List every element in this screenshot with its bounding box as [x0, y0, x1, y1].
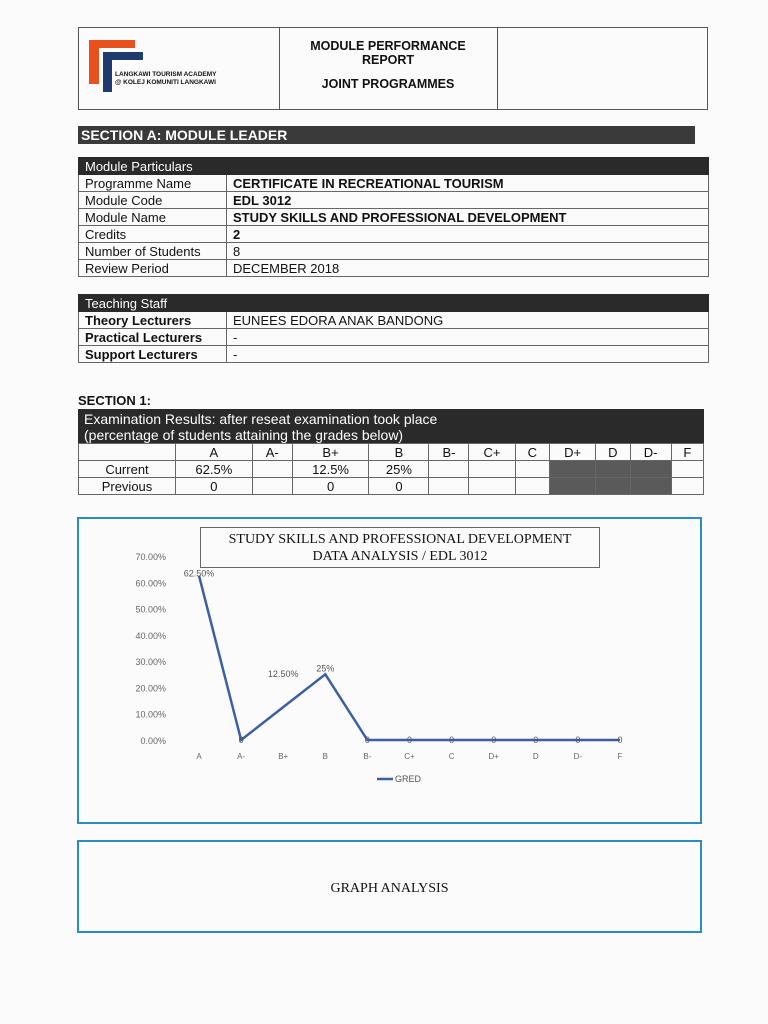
- section-a-title: SECTION A: MODULE LEADER: [78, 126, 695, 144]
- chart-title-line2: DATA ANALYSIS / EDL 3012: [312, 549, 488, 564]
- previous-cell: 0: [176, 478, 253, 495]
- x-tick-label: B: [322, 752, 328, 761]
- report-title-line1: MODULE PERFORMANCE: [310, 39, 466, 53]
- module-value: STUDY SKILLS AND PROFESSIONAL DEVELOPMENT: [227, 209, 709, 226]
- exam-heading-line1: Examination Results: after reseat examination took place: [84, 411, 438, 427]
- staff-label: Theory Lecturers: [79, 312, 227, 329]
- data-label: 0: [238, 735, 244, 745]
- grade-header-cell: F: [671, 444, 703, 461]
- previous-cell: 0: [369, 478, 429, 495]
- x-tick-label: D+: [488, 752, 499, 761]
- y-tick-label: 40.00%: [135, 630, 166, 641]
- data-label: 0: [449, 735, 455, 745]
- graph-analysis-title: GRAPH ANALYSIS: [330, 881, 449, 896]
- staff-label: Support Lecturers: [79, 346, 227, 363]
- logo-line2: @ KOLEJ KOMUNITI LANGKAWI: [115, 79, 216, 86]
- x-tick-label: A-: [237, 752, 246, 761]
- data-label: 12.50%: [267, 669, 299, 680]
- x-tick-label: B-: [363, 752, 372, 761]
- module-label: Credits: [79, 226, 227, 243]
- series-line-gred: [199, 576, 620, 740]
- staff-value: -: [227, 329, 709, 346]
- x-tick-label: D: [532, 752, 539, 761]
- grade-header-cell: A: [176, 444, 253, 461]
- report-subtitle: JOINT PROGRAMMES: [321, 77, 455, 91]
- data-label: 25%: [316, 663, 335, 674]
- staff-heading: Teaching Staff: [79, 295, 709, 312]
- data-label: 0: [533, 735, 539, 745]
- data-label: 0: [575, 735, 581, 745]
- staff-value: EUNEES EDORA ANAK BANDONG: [227, 312, 709, 329]
- module-heading: Module Particulars: [79, 158, 709, 175]
- module-label: Number of Students: [79, 243, 227, 260]
- y-tick-label: 70.00%: [135, 552, 166, 562]
- module-value: 8: [227, 243, 709, 260]
- y-tick-label: 30.00%: [135, 657, 166, 668]
- section-1-title: SECTION 1:: [78, 393, 151, 408]
- x-tick-label: C: [448, 752, 455, 761]
- grade-header-cell: D-: [630, 444, 671, 461]
- module-value: 2: [227, 226, 709, 243]
- x-tick-label: D-: [573, 752, 583, 761]
- x-tick-label: C+: [404, 752, 415, 761]
- grade-header-cell: A-: [252, 444, 292, 461]
- data-label: 0: [364, 735, 370, 745]
- grade-header-cell: C+: [469, 444, 515, 461]
- grade-header-cell: C: [515, 444, 549, 461]
- grade-header-cell: B+: [292, 444, 369, 461]
- y-tick-label: 0.00%: [140, 736, 166, 746]
- current-cell: 25%: [369, 461, 429, 478]
- grade-header-cell: D: [596, 444, 630, 461]
- grade-header-cell: D+: [550, 444, 596, 461]
- x-tick-label: A: [196, 752, 202, 761]
- grade-header-cell: B-: [429, 444, 469, 461]
- data-label: 0: [491, 735, 497, 745]
- chart-title-line1: STUDY SKILLS AND PROFESSIONAL DEVELOPMENT: [228, 532, 572, 547]
- module-value: EDL 3012: [227, 192, 709, 209]
- y-tick-label: 20.00%: [135, 683, 166, 694]
- data-label: 62.50%: [183, 568, 215, 579]
- report-title-line2: REPORT: [361, 53, 415, 67]
- data-label: 0: [617, 735, 623, 745]
- module-value: DECEMBER 2018: [227, 260, 709, 277]
- y-tick-label: 60.00%: [135, 578, 166, 589]
- y-tick-label: 10.00%: [135, 709, 166, 720]
- previous-label: Previous: [79, 478, 176, 495]
- module-label: Review Period: [79, 260, 227, 277]
- module-label: Module Code: [79, 192, 227, 209]
- logo-line1: LANGKAWI TOURISM ACADEMY: [115, 71, 217, 78]
- exam-heading-line2: (percentage of students attaining the grades below): [84, 427, 404, 443]
- module-label: Module Name: [79, 209, 227, 226]
- module-value: CERTIFICATE IN RECREATIONAL TOURISM: [227, 175, 709, 192]
- staff-label: Practical Lecturers: [79, 329, 227, 346]
- current-label: Current: [79, 461, 176, 478]
- legend-label: GRED: [395, 774, 422, 784]
- graph-analysis-box: [77, 840, 702, 933]
- previous-cell: 0: [292, 478, 369, 495]
- data-label: 0: [406, 735, 413, 745]
- module-label: Programme Name: [79, 175, 227, 192]
- y-tick-label: 50.00%: [135, 604, 166, 615]
- current-cell: 12.5%: [292, 461, 369, 478]
- x-tick-label: B+: [278, 752, 289, 761]
- grade-header-cell: B: [369, 444, 429, 461]
- current-cell: 62.5%: [176, 461, 253, 478]
- x-tick-label: F: [617, 752, 623, 761]
- staff-value: -: [227, 346, 709, 363]
